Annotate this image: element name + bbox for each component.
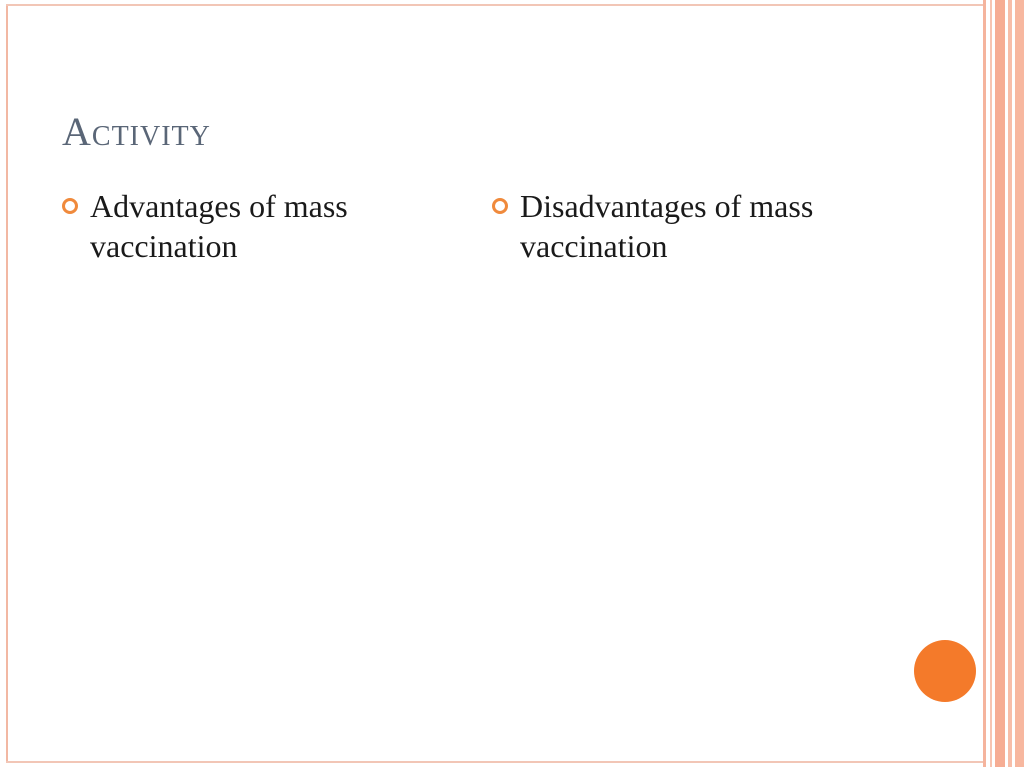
decorative-stripe xyxy=(990,0,992,767)
decorative-stripe xyxy=(1008,0,1012,767)
slide-title: Activity xyxy=(62,109,211,154)
decorative-circle xyxy=(914,640,976,702)
frame-top-border xyxy=(6,4,984,6)
decorative-stripe xyxy=(1015,0,1024,767)
bullet-text: Advantages of mass vaccination xyxy=(90,188,348,264)
frame-bottom-border xyxy=(6,761,984,763)
ring-bullet-icon xyxy=(492,198,508,214)
bullet-item-disadvantages xyxy=(492,186,852,266)
decorative-stripe xyxy=(995,0,1005,767)
bullet-text: Disadvantages of mass vaccination xyxy=(520,188,814,264)
decorative-stripe xyxy=(983,0,986,767)
bullet-item-advantages xyxy=(62,186,422,266)
ring-bullet-icon xyxy=(62,198,78,214)
frame-left-border xyxy=(6,4,8,763)
